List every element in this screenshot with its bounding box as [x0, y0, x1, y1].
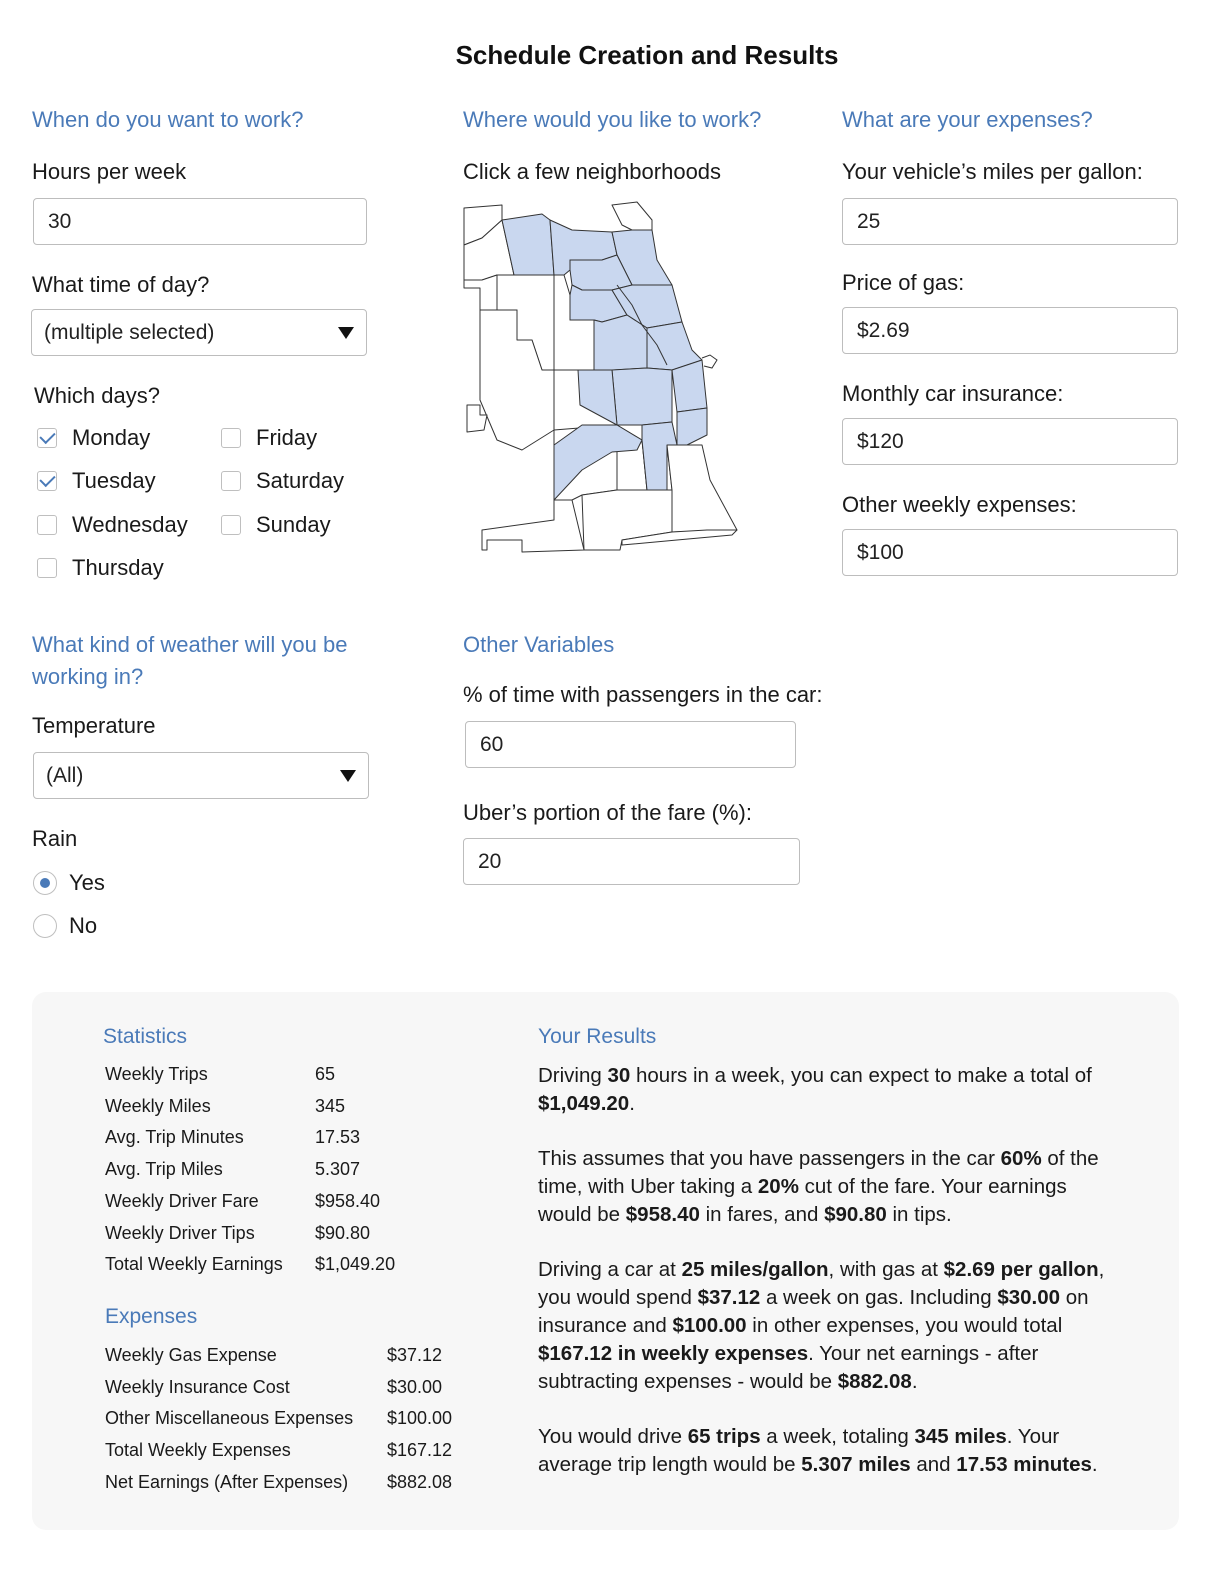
insurance-value: $120 — [857, 429, 904, 453]
results-highlight: $2.69 per gallon — [943, 1258, 1099, 1281]
statistic-label: Weekly Miles — [105, 1095, 211, 1116]
results-text — [538, 1062, 1108, 1506]
neighborhood — [482, 500, 584, 552]
results-highlight: $90.80 — [824, 1203, 887, 1226]
statistic-value: 5.307 — [315, 1159, 361, 1180]
day-label: Sunday — [256, 512, 331, 537]
checkbox-checked[interactable] — [37, 471, 57, 491]
lakefront-edge — [702, 355, 717, 368]
results-highlight: $30.00 — [997, 1286, 1061, 1309]
results-paragraph: You would drive 65 trips a week, totaling 345 miles. Your average trip length would be 5.307 miles and 17.53 minutes. — [538, 1425, 1098, 1476]
expense-row — [105, 1408, 453, 1429]
checkbox[interactable] — [221, 428, 241, 448]
day-wednesday[interactable] — [37, 510, 188, 540]
page-title: Schedule Creation and Results — [455, 40, 839, 70]
expense-label: Weekly Gas Expense — [105, 1345, 277, 1365]
map-instruction: Click a few neighborhoods — [463, 159, 722, 184]
results-highlight: $882.08 — [837, 1370, 912, 1393]
insurance-label: Monthly car insurance: — [842, 381, 1064, 406]
results-highlight: 60% — [1000, 1147, 1042, 1170]
expense-value: $100.00 — [387, 1408, 453, 1429]
your-results-heading: Your Results — [538, 1025, 657, 1048]
radio-label: No — [69, 913, 98, 938]
results-highlight: $167.12 in weekly expenses — [538, 1342, 809, 1365]
statistic-label: Avg. Trip Miles — [105, 1159, 223, 1180]
radio-checked[interactable] — [33, 871, 57, 895]
checkbox[interactable] — [221, 471, 241, 491]
uber-portion-value: 20 — [478, 849, 502, 873]
checkbox[interactable] — [37, 558, 57, 578]
statistic-row — [105, 1254, 396, 1275]
expense-label: Other Miscellaneous Expenses — [105, 1408, 354, 1429]
expense-value: $167.12 — [387, 1440, 453, 1461]
neighborhood-selected — [672, 360, 707, 412]
hours-input[interactable] — [33, 198, 367, 245]
results-highlight: 25 miles/gallon — [681, 1258, 829, 1281]
radio[interactable] — [33, 914, 57, 938]
day-label: Monday — [72, 425, 151, 450]
expense-row — [105, 1345, 443, 1366]
statistic-label: Weekly Driver Tips — [105, 1222, 255, 1243]
passenger-label: % of time with passengers in the car: — [463, 682, 823, 707]
weather-heading-line2: working in? — [32, 664, 144, 689]
neighborhood-map[interactable] — [462, 200, 742, 558]
day-thursday[interactable] — [37, 553, 164, 583]
day-label: Tuesday — [72, 468, 156, 493]
mpg-input[interactable] — [842, 198, 1178, 245]
day-label: Friday — [256, 425, 318, 450]
uber-portion-input[interactable] — [463, 838, 800, 885]
other-expenses-input[interactable] — [842, 529, 1178, 576]
time-of-day-label: What time of day? — [32, 272, 210, 297]
statistic-row — [105, 1095, 346, 1117]
gas-price-value: $2.69 — [857, 318, 910, 342]
time-of-day-select[interactable] — [31, 309, 367, 356]
statistic-label: Weekly Driver Fare — [105, 1190, 259, 1211]
rain-no-option[interactable] — [33, 911, 97, 941]
results-highlight: 65 trips — [687, 1425, 761, 1448]
rain-yes-option[interactable] — [33, 868, 105, 898]
day-tuesday[interactable] — [37, 466, 156, 496]
statistic-label: Total Weekly Earnings — [105, 1254, 283, 1275]
chevron-down-icon — [338, 327, 354, 339]
gas-price-input[interactable] — [842, 307, 1178, 354]
temperature-label: Temperature — [32, 713, 156, 738]
checkbox[interactable] — [221, 515, 241, 535]
work-time-heading: When do you want to work? — [32, 107, 304, 132]
statistics-heading: Statistics — [103, 1025, 188, 1048]
gas-price-label: Price of gas: — [842, 270, 965, 295]
expense-label: Weekly Insurance Cost — [105, 1376, 290, 1397]
expense-label: Total Weekly Expenses — [105, 1440, 291, 1461]
results-highlight: 345 miles — [914, 1425, 1007, 1448]
temperature-select[interactable] — [33, 752, 369, 799]
expense-value: $37.12 — [387, 1345, 443, 1365]
day-monday[interactable] — [37, 423, 150, 453]
work-place-heading: Where would you like to work? — [463, 107, 762, 132]
passenger-input[interactable] — [465, 721, 796, 768]
statistic-value: 17.53 — [315, 1127, 361, 1148]
chevron-down-icon — [340, 770, 356, 782]
expenses-inputs-heading: What are your expenses? — [842, 107, 1093, 132]
checkbox-checked[interactable] — [37, 428, 57, 448]
expense-row — [105, 1376, 443, 1398]
statistic-row — [105, 1159, 361, 1180]
statistic-row — [105, 1064, 336, 1085]
results-highlight: 20% — [757, 1175, 799, 1198]
results-highlight: $100.00 — [672, 1314, 747, 1337]
statistic-label: Weekly Trips — [105, 1064, 208, 1084]
results-highlight: 17.53 minutes — [956, 1453, 1092, 1476]
other-expenses-value: $100 — [857, 540, 904, 564]
results-highlight: $37.12 — [697, 1286, 761, 1309]
days-label: Which days? — [34, 383, 160, 408]
statistic-row — [105, 1190, 381, 1212]
statistic-value: $1,049.20 — [315, 1254, 396, 1275]
statistic-row — [105, 1127, 361, 1148]
weather-heading-line1: What kind of weather will you be — [32, 632, 348, 657]
expenses-heading: Expenses — [105, 1305, 198, 1328]
neighborhood-selected — [594, 315, 647, 370]
time-of-day-value: (multiple selected) — [44, 320, 215, 344]
neighborhood-selected — [677, 408, 707, 445]
mpg-label: Your vehicle’s miles per gallon: — [842, 159, 1143, 184]
results-paragraph: This assumes that you have passengers in the car 60% of the time, with Uber taking a 20% cut of the fare. Your earnings would be $958.40 in fares, and $90.80 in tips. — [538, 1147, 1099, 1226]
statistic-label: Avg. Trip Minutes — [105, 1127, 244, 1148]
statistic-value: 65 — [315, 1064, 336, 1084]
neighborhood — [667, 445, 737, 532]
day-label: Saturday — [256, 468, 345, 493]
hours-value: 30 — [48, 209, 72, 233]
neighborhood-selected — [578, 370, 617, 425]
results-highlight: $1,049.20 — [538, 1092, 630, 1115]
statistic-value: $90.80 — [315, 1222, 371, 1243]
checkbox[interactable] — [37, 515, 57, 535]
hours-label: Hours per week — [32, 159, 187, 184]
statistic-row — [105, 1222, 371, 1244]
neighborhood-selected — [612, 368, 672, 425]
results-highlight: $958.40 — [625, 1203, 700, 1226]
statistic-value: $958.40 — [315, 1190, 381, 1211]
other-expenses-label: Other weekly expenses: — [842, 492, 1077, 517]
day-friday[interactable] — [221, 423, 317, 453]
results-paragraph: Driving 30 hours in a week, you can expect to make a total of $1,049.20. — [538, 1064, 1092, 1115]
expense-row — [105, 1471, 453, 1493]
statistic-value: 345 — [315, 1095, 346, 1116]
day-saturday[interactable] — [221, 466, 344, 496]
uber-portion-label: Uber’s portion of the fare (%): — [463, 800, 752, 825]
results-highlight: 30 — [607, 1064, 631, 1087]
other-variables-heading: Other Variables — [463, 632, 615, 657]
mpg-value: 25 — [857, 209, 881, 233]
day-label: Wednesday — [72, 512, 188, 537]
expense-label: Net Earnings (After Expenses) — [105, 1471, 349, 1492]
temperature-value: (All) — [46, 763, 84, 787]
neighborhood — [464, 275, 497, 310]
expense-value: $30.00 — [387, 1376, 443, 1397]
expense-value: $882.08 — [387, 1471, 453, 1492]
rain-label: Rain — [32, 826, 78, 851]
results-highlight: 5.307 miles — [801, 1453, 911, 1476]
radio-label: Yes — [69, 870, 105, 895]
results-paragraph: Driving a car at 25 miles/gallon, with gas at $2.69 per gallon, you would spend $37.12 a week on gas. Including $30.00 on insurance and $100.00 in other expenses, you would total $167.12 in weekly expenses. Your net earnings - after subtracting expenses - would be $882.08. — [538, 1258, 1105, 1393]
day-sunday[interactable] — [221, 510, 331, 540]
day-label: Thursday — [72, 555, 164, 580]
neighborhood — [612, 202, 652, 230]
expense-row — [105, 1440, 453, 1461]
passenger-value: 60 — [480, 732, 504, 756]
insurance-input[interactable] — [842, 418, 1178, 465]
